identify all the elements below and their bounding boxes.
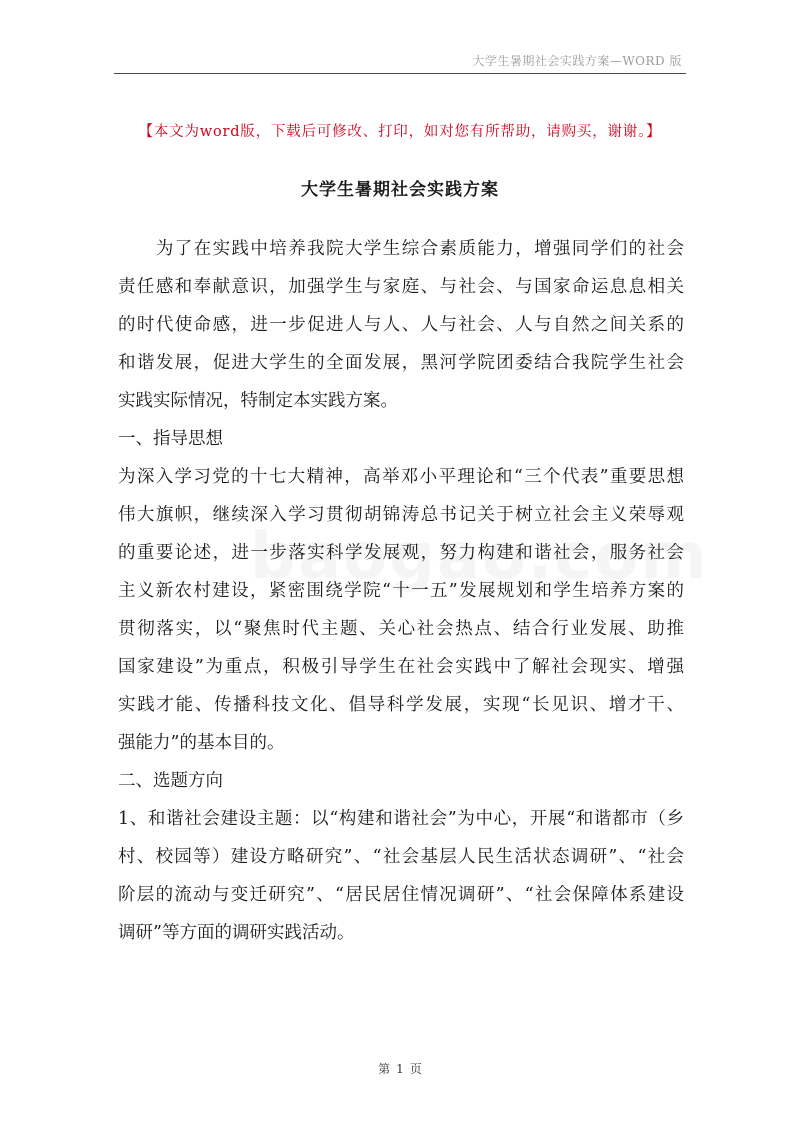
body-line: 为了在实践中培养我院大学生综合素质能力，增强同学们的社会 — [118, 239, 684, 259]
page-footer — [0, 1060, 800, 1077]
body-line: 1、和谐社会建设主题：以“构建和谐社会”为中心，开展“和谐都市（乡 — [118, 809, 684, 829]
body-line: 伟大旗帜，继续深入学习贯彻胡锦涛总书记关于树立社会主义荣辱观 — [118, 505, 684, 525]
header-rule — [114, 73, 686, 74]
body-line: 调研”等方面的调研实践活动。 — [118, 923, 355, 943]
body-line: 和谐发展，促进大学生的全面发展，黑河学院团委结合我院学生社会 — [118, 353, 684, 373]
body-line: 责任感和奉献意识，加强学生与家庭、与社会、与国家命运息息相关 — [118, 277, 684, 297]
body-line: 贯彻落实，以“聚焦时代主题、关心社会热点、结合行业发展、助推 — [118, 619, 684, 639]
footer-suffix: 页 — [409, 1062, 422, 1076]
footer-prefix: 第 — [378, 1062, 391, 1076]
body-line: 为深入学习党的十七大精神，高举邓小平理论和“三个代表”重要思想 — [118, 467, 684, 487]
document-body — [118, 230, 684, 952]
body-line: 主义新农村建设，紧密围绕学院“十一五”发展规划和学生培养方案的 — [118, 581, 684, 601]
body-line: 的时代使命感，进一步促进人与人、人与社会、人与自然之间关系的 — [118, 315, 684, 335]
body-line: 国家建设”为重点，积极引导学生在社会实践中了解社会现实、增强 — [118, 657, 684, 677]
body-line: 的重要论述，进一步落实科学发展观，努力构建和谐社会，服务社会 — [118, 543, 684, 563]
body-line: 村、校园等）建设方略研究”、“社会基层人民生活状态调研”、“社会 — [118, 847, 684, 867]
document-title: 大学生暑期社会实践方案 — [301, 180, 499, 200]
page-number: 1 — [396, 1062, 404, 1076]
download-notice: 【本文为word版，下载后可修改、打印，如对您有所帮助，请购买，谢谢。】 — [138, 124, 662, 140]
body-line: 实践才能、传播科技文化、倡导科学发展，实现“长见识、增才干、 — [118, 695, 684, 715]
section-heading-2: 二、选题方向 — [118, 771, 223, 791]
section-heading-1: 一、指导思想 — [118, 429, 223, 449]
body-line: 强能力”的基本目的。 — [118, 733, 285, 753]
body-line: 实践实际情况，特制定本实践方案。 — [118, 391, 398, 411]
body-line: 阶层的流动与变迁研究”、“居民居住情况调研”、“社会保障体系建设 — [118, 885, 684, 905]
running-header: 大学生暑期社会实践方案—WORD 版 — [472, 54, 682, 68]
